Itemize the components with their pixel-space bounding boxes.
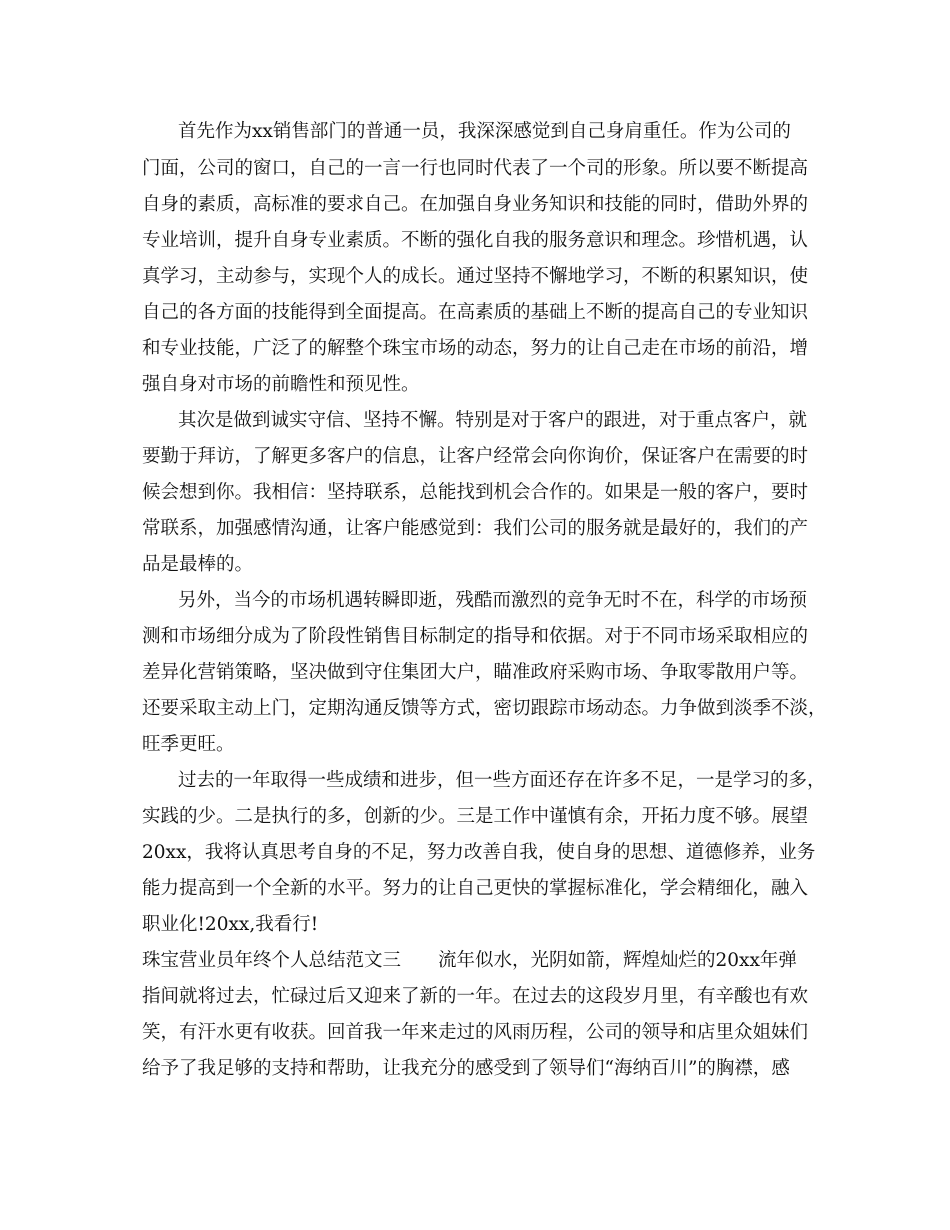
paragraph-line: 门面，公司的窗口，自己的一言一行也同时代表了一个司的形象。所以要不断提高 (142, 158, 809, 179)
paragraph-line: 候会想到你。我相信：坚持联系，总能找到机会合作的。如果是一般的客户，要时 (142, 482, 809, 503)
paragraph-line: 真学习，主动参与，实现个人的成长。通过坚持不懈地学习，不断的积累知识，使 (142, 266, 809, 287)
paragraph-line: 要勤于拜访，了解更多客户的信息，让客户经常会向你询价，保证客户在需要的时 (142, 446, 809, 467)
paragraph-line: 强自身对市场的前瞻性和预见性。 (142, 374, 420, 395)
paragraph-line: 首先作为xx销售部门的普通一员，我深深感觉到自己身肩重任。作为公司的 (178, 121, 791, 142)
paragraph-line: 笑，有汗水更有收获。回首我一年来走过的风雨历程，公司的领导和店里众姐妹们 (142, 1022, 809, 1043)
paragraph-line: 自身的素质，高标准的要求自己。在加强自身业务知识和技能的同时，借助外界的 (142, 194, 809, 215)
paragraph-line: 20xx，我将认真思考自身的不足，努力改善自我，使自身的思想、道德修养，业务 (142, 842, 816, 863)
paragraph-line: 测和市场细分成为了阶段性销售目标制定的指导和依据。对于不同市场采取相应的 (142, 626, 809, 647)
paragraph-line: 差异化营销策略，坚决做到守住集团大户，瞄准政府采购市场、争取零散用户等。 (142, 662, 809, 683)
paragraph-line: 专业培训，提升自身专业素质。不断的强化自我的服务意识和理念。珍惜机遇，认 (142, 230, 809, 251)
paragraph-line: 指间就将过去，忙碌过后又迎来了新的一年。在过去的这段岁月里，有辛酸也有欢 (142, 986, 809, 1007)
paragraph-line: 旺季更旺。 (142, 734, 235, 755)
paragraph-line: 职业化!20xx,我看行! (142, 914, 319, 935)
paragraph-line: 另外，当今的市场机遇转瞬即逝，残酷而激烈的竞争无时不在，科学的市场预 (178, 590, 808, 611)
paragraph-line: 和专业技能，广泛了的解整个珠宝市场的动态，努力的让自己走在市场的前沿，增 (142, 338, 809, 359)
paragraph-line: 给予了我足够的支持和帮助，让我充分的感受到了领导们“海纳百川”的胸襟，感 (142, 1058, 790, 1079)
paragraph-line: 过去的一年取得一些成绩和进步，但一些方面还存在许多不足，一是学习的多， (178, 770, 826, 791)
paragraph-line: 实践的少。二是执行的多，创新的少。三是工作中谨慎有余，开拓力度不够。展望 (142, 806, 809, 827)
paragraph-line: 品是最棒的。 (142, 554, 254, 575)
paragraph-line: 能力提高到一个全新的水平。努力的让自己更快的掌握标准化，学会精细化，融入 (142, 878, 809, 899)
paragraph-line: 自己的各方面的技能得到全面提高。在高素质的基础上不断的提高自己的专业知识 (142, 302, 809, 323)
paragraph-line: 还要采取主动上门，定期沟通反馈等方式，密切跟踪市场动态。力争做到淡季不淡， (142, 698, 827, 719)
paragraph-line: 常联系，加强感情沟通，让客户能感觉到：我们公司的服务就是最好的，我们的产 (142, 518, 809, 539)
paragraph-line: 其次是做到诚实守信、坚持不懈。特别是对于客户的跟进，对于重点客户，就 (178, 410, 808, 431)
section-heading-line: 珠宝营业员年终个人总结范文三 流年似水，光阴如箭，辉煌灿烂的20xx年弹 (142, 950, 797, 971)
